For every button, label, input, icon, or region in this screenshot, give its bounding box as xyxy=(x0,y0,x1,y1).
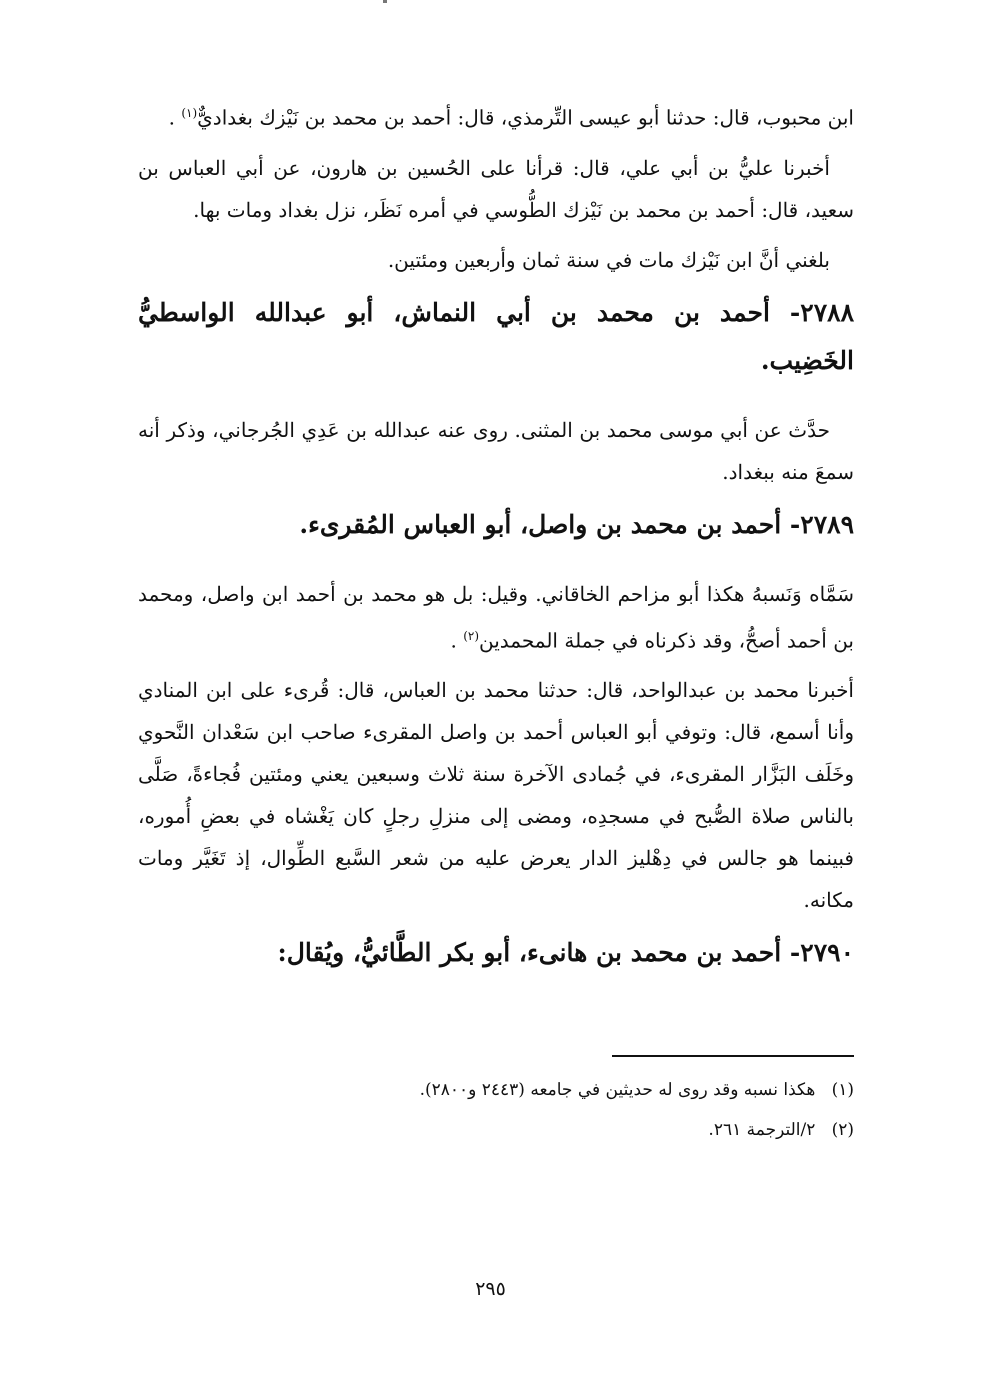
entry-text-2789-2: أخبرنا محمد بن عبدالواحد، قال: حدثنا محمد بن العباس، قال: قُرىء على ابن المنادي وأنا أسمع، قال: وتوفي أبو العباس أحمد بن واصل المقرىء صاحب ابن سَعْدان النَّحوي وخَلَف البَزَّار المقرىء، في جُمادى الآخرة سنة ثلاث وسبعين يعني ومئتين فُجاءةً، صَلَّى بالناس صلاة الصُّبح في مسجدِه، ومضى إلى منزلِ رجلٍ كان يَغْشاه في بعضِ أُموره، فبينما هو جالس في دِهْليز الدار يعرض عليه من شعر السَّبع الطِّوال، إذ تَغَيَّر ومات مكانه. xyxy=(138,678,854,913)
main-text xyxy=(138,92,854,1001)
page-number: ٢٩٥ xyxy=(475,1278,506,1300)
footnotes xyxy=(138,1070,854,1150)
entry-heading-2788: ٢٧٨٨- أحمد بن محمد بن أبي النماش، أبو عبدالله الواسطيُّ الخَضِيب. xyxy=(138,297,854,375)
footnote-marker: (٢) xyxy=(831,1120,854,1140)
entry-heading-2789: ٢٧٨٩- أحمد بن محمد بن واصل، أبو العباس المُقرىء. xyxy=(299,509,854,539)
footnote-1 xyxy=(138,1070,854,1110)
footnote-marker: (١) xyxy=(831,1080,854,1100)
paragraph-text: ابن محبوب، قال: حدثنا أبو عيسى التِّرمذي، قال: أحمد بن محمد بن نَيْزك بغداديٌّ xyxy=(197,105,854,130)
entry-text-2789-1: سَمَّاه وَنَسبهُ هكذا أبو مزاحم الخاقاني. وقيل: بل هو محمد بن أحمد ابن واصل، ومحمد بن أحمد أصحُّ، وقد ذكرناه في جملة المحمدين$^{(٢)}$ . xyxy=(138,581,854,653)
scan-speck xyxy=(383,0,387,3)
footnote-2 xyxy=(138,1110,854,1150)
paragraph-ibn-nayzak-1: ابن محبوب، قال: حدثنا أبو عيسى التِّرمذي، قال: أحمد بن محمد بن نَيْزك بغداديٌّ$^{(١)}$ . xyxy=(168,105,854,130)
entry-text-2788: حدَّث عن أبي موسى محمد بن المثنى. روى عنه عبدالله بن عَدِي الجُرجاني، وذكر أنه سمعَ منه ببغداد. xyxy=(138,417,854,484)
footnote-ref: (٢) xyxy=(463,628,480,643)
footnote-text: ٢/الترجمة ٢٦١. xyxy=(708,1120,816,1140)
footnote-divider xyxy=(612,1055,854,1057)
footnote-ref: (١) xyxy=(181,106,198,120)
paragraph-text: سَمَّاه وَنَسبهُ هكذا أبو مزاحم الخاقاني. وقيل: بل هو محمد بن أحمد ابن واصل، ومحمد بن أحمد أصحُّ، وقد ذكرناه في جملة المحمدين xyxy=(138,581,854,653)
paragraph-ibn-nayzak-3: بلغني أنَّ ابن نَيْزك مات في سنة ثمان وأربعين ومئتين. xyxy=(387,247,830,272)
footnote-text: هكذا نسبه وقد روى له حديثين في جامعه (٢٤٤٣ و٢٨٠٠). xyxy=(419,1080,816,1100)
entry-heading-2790: ٢٧٩٠- أحمد بن محمد بن هانىء، أبو بكر الطَّائيُّ، ويُقال: xyxy=(277,938,854,968)
paragraph-ibn-nayzak-2: أخبرنا عليُّ بن أبي علي، قال: قرأنا على الحُسين بن هارون، عن أبي العباس بن سعيد، قال: أحمد بن محمد بن نَيْزك الطُّوسي في أمره نَظَر، نزل بغداد ومات بها. xyxy=(138,155,854,222)
